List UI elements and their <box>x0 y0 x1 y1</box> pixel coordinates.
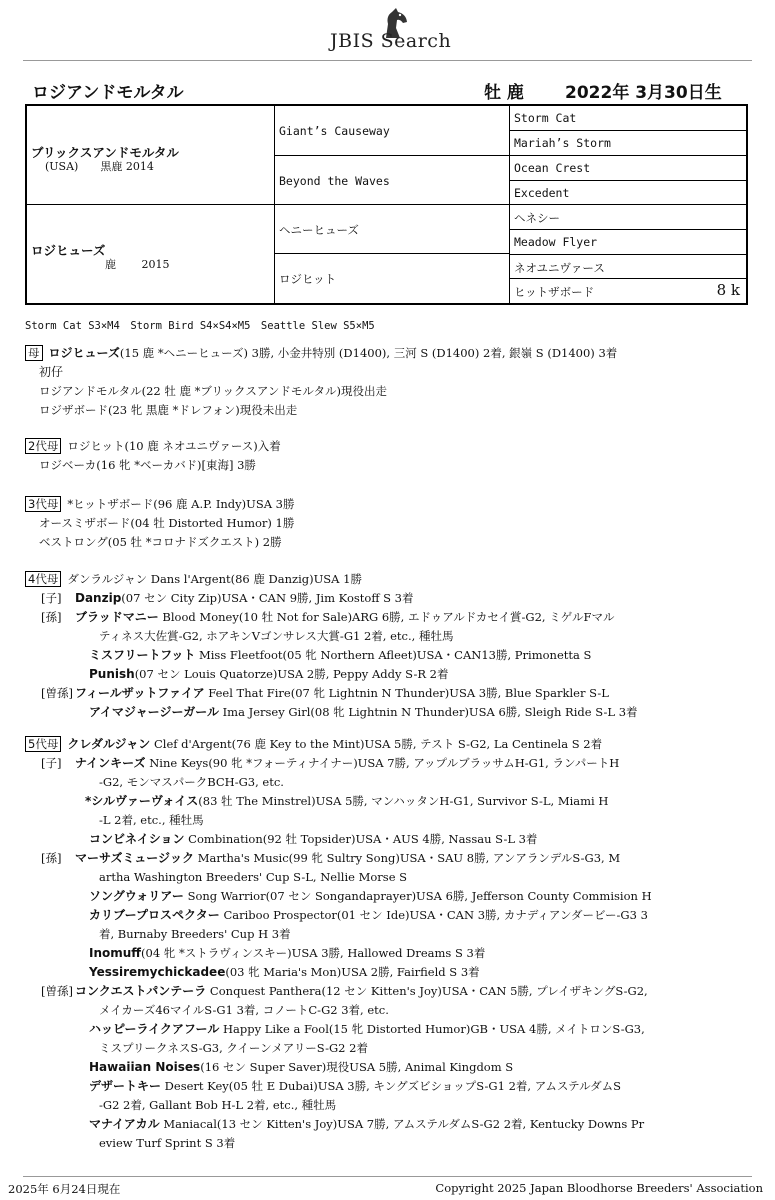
second-dam-line[interactable]: ロジヒット(10 鹿 ネオユニヴァース)入着 <box>67 439 281 453</box>
pedigree-g3-name[interactable]: ヘネシー <box>514 211 560 225</box>
pedigree-g2-name[interactable]: ヘニーヒューズ <box>279 223 359 237</box>
descendant-record: メイカーズ46マイルS-G1 3着, コノートC-G2 3着, etc. <box>99 1003 389 1017</box>
descendant-record: -G2, モンマスパークBCH-G3, etc. <box>99 775 284 789</box>
pedigree-g3-cell <box>510 181 746 205</box>
horse-name: ロジアンドモルタル <box>32 83 184 103</box>
pedigree-g3-name[interactable]: Excedent <box>514 186 570 200</box>
fifth-dam-record: Clef d'Argent(76 鹿 Key to the Mint)USA 5勝, テスト S-G2, La Centinela S 2着 <box>150 737 603 751</box>
section-label-box: 母 <box>25 345 43 361</box>
descendant-record: Nine Keys(90 牝 *フォーティナイナー)USA 7勝, アップルブラッサムH-G1, ランパートH <box>145 756 620 770</box>
dam-name-bold[interactable]: ロジヒューズ <box>48 346 120 360</box>
descendant-record: Martha's Music(99 牝 Sultry Song)USA・SAU 8勝, アンアランデルS-G3, M <box>194 851 621 865</box>
top-rule <box>23 60 752 61</box>
descendant-name[interactable]: Punish <box>89 667 135 681</box>
dam-section <box>25 344 755 420</box>
descendant-record: -G2 2着, Gallant Bob H-L 2着, etc., 種牡馬 <box>99 1098 337 1112</box>
horse-birth-date: 2022年 3月30日生 <box>565 83 722 103</box>
progeny-line[interactable]: オースミザボード(04 牡 Distorted Humor) 1勝 <box>39 516 295 530</box>
fifth-dam-name[interactable]: クレダルジャン <box>67 737 151 751</box>
descendant-record: Cariboo Prospector(01 セン Ide)USA・CAN 3勝, カナディアンダービー-G3 3 <box>219 908 648 922</box>
generation-tag: [曽孫] <box>41 686 73 700</box>
descendant-name[interactable]: ブラッドマニー <box>75 610 159 624</box>
pedigree-table <box>25 104 748 305</box>
dam-record: (15 鹿 *ヘニーヒューズ) 3勝, 小金井特別 (D1400), 三河 S (D1400) 2着, 銀嶺 S (D1400) 3着 <box>119 346 618 360</box>
dam-progeny-note: 初仔 <box>39 365 64 379</box>
section-label-box: 4代母 <box>25 571 61 587</box>
generation-tag: [曽孫] <box>41 984 73 998</box>
descendant-name[interactable]: フィールザットファイア <box>75 686 205 700</box>
descendant-record: Desert Key(05 牡 E Dubai)USA 3勝, キングズビショップS-G1 2着, アムステルダムS <box>161 1079 621 1093</box>
descendant-record: Miss Fleetfoot(05 牝 Northern Afleet)USA・CAN13勝, Primonetta S <box>195 648 592 662</box>
dam-name[interactable]: ロジヒューズ <box>31 243 106 258</box>
pedigree-g2-cell <box>275 205 510 254</box>
section-label-box: 5代母 <box>25 736 61 752</box>
horse-sex-color: 牡 鹿 <box>484 83 524 103</box>
progeny-line[interactable]: ベストロング(05 牡 *コロナドズクエスト) 2勝 <box>39 535 282 549</box>
descendant-name[interactable]: Hawaiian Noises <box>89 1060 201 1074</box>
pedigree-g3-cell <box>510 230 746 255</box>
descendant-record: -L 2着, etc., 種牡馬 <box>99 813 204 827</box>
descendant-name[interactable]: カリブープロスペクター <box>89 908 220 922</box>
fifth-dam-section <box>25 735 755 1153</box>
jbis-search-logo[interactable] <box>330 6 460 52</box>
pedigree-g2-cell <box>275 106 510 156</box>
descendant-name[interactable]: Inomuff <box>89 946 142 960</box>
descendant-record: (16 セン Super Saver)現役USA 5勝, Animal Kingdom S <box>200 1060 514 1074</box>
descendant-record: Song Warrior(07 セン Songandaprayer)USA 6勝, Jefferson County Commision H <box>183 889 652 903</box>
progeny-line[interactable]: ロジベーカ(16 牝 *ベーカバド)[東海] 3勝 <box>39 458 256 472</box>
pedigree-g2-name[interactable]: Beyond the Waves <box>279 174 390 188</box>
pedigree-g3-cell <box>510 279 746 303</box>
section-label-box: 2代母 <box>25 438 61 454</box>
footer-date: 2025年 6月24日現在 <box>8 1182 121 1196</box>
descendant-record: 着, Burnaby Breeders' Cup H 3着 <box>99 927 291 941</box>
third-dam-line[interactable]: *ヒットザボード(96 鹿 A.P. Indy)USA 3勝 <box>67 497 295 511</box>
section-label-box: 3代母 <box>25 496 61 512</box>
sire-name[interactable]: ブリックスアンドモルタル <box>31 145 179 160</box>
descendant-record: ミスプリークネスS-G3, クイーンメアリーS-G2 2着 <box>99 1041 368 1055</box>
descendant-record: (07 セン City Zip)USA・CAN 9勝, Jim Kostoff S 3着 <box>121 591 414 605</box>
generation-tag: [孫] <box>41 610 62 624</box>
pedigree-g3-cell <box>510 255 746 279</box>
second-dam-section <box>25 437 755 475</box>
descendant-name[interactable]: アイマジャージーガール <box>89 705 219 719</box>
descendant-record: Feel That Fire(07 牝 Lightnin N Thunder)USA 3勝, Blue Sparkler S-L <box>204 686 609 700</box>
pedigree-g3-name[interactable]: Meadow Flyer <box>514 235 598 249</box>
descendant-name[interactable]: マーサズミュージック <box>75 851 195 865</box>
descendant-name[interactable]: マナイアカル <box>89 1117 160 1131</box>
fourth-dam-section <box>25 570 755 722</box>
descendant-record: Blood Money(10 牡 Not for Sale)ARG 6勝, エドゥアルドカセイ賞-G2, ミゲルFマル <box>158 610 615 624</box>
descendant-name[interactable]: ミスフリートフット <box>89 648 196 662</box>
descendant-record: eview Turf Sprint S 3着 <box>99 1136 236 1150</box>
descendant-name[interactable]: コンクエストパンテーラ <box>75 984 207 998</box>
pedigree-g2-cell <box>275 254 510 303</box>
descendant-record: Happy Like a Fool(15 牝 Distorted Humor)GB・USA 4勝, メイトロンS-G3, <box>219 1022 645 1036</box>
pedigree-g3-name[interactable]: ネオユニヴァース <box>514 261 605 275</box>
descendant-record: Ima Jersey Girl(08 牝 Lightnin N Thunder)USA 6勝, Sleigh Ride S-L 3着 <box>218 705 638 719</box>
descendant-name[interactable]: ハッピーライクアフール <box>89 1022 220 1036</box>
generation-tag: [孫] <box>41 851 62 865</box>
descendant-record: Combination(92 牡 Topsider)USA・AUS 4勝, Nassau S-L 3着 <box>184 832 538 846</box>
pedigree-g3-name[interactable]: Ocean Crest <box>514 161 591 175</box>
descendant-name[interactable]: デザートキー <box>89 1079 162 1093</box>
pedigree-g3-cell <box>510 156 746 181</box>
pedigree-g3-cell <box>510 205 746 230</box>
sire-info: (USA) 黒鹿 2014 <box>45 160 154 173</box>
descendant-record: Conquest Panthera(12 セン Kitten's Joy)USA・CAN 5勝, プレイザキングS-G2, <box>206 984 648 998</box>
descendant-record: (83 牡 The Minstrel)USA 5勝, マンハッタンH-G1, Survivor S-L, Miami H <box>198 794 609 808</box>
generation-tag: [子] <box>41 756 62 770</box>
pedigree-g2-name[interactable]: Giant’s Causeway <box>279 124 390 138</box>
logo-text: JBIS Search <box>330 30 452 52</box>
descendant-name[interactable]: Yessiremychickadee <box>89 965 226 979</box>
fourth-dam-line[interactable]: ダンラルジャン Dans l'Argent(86 鹿 Danzig)USA 1勝 <box>67 572 362 586</box>
generation-tag: [子] <box>41 591 62 605</box>
footer-copyright: Copyright 2025 Japan Bloodhorse Breeders' Association <box>435 1181 763 1195</box>
descendant-name[interactable]: ナインキーズ <box>75 756 146 770</box>
pedigree-g3-name[interactable]: Mariah’s Storm <box>514 136 611 150</box>
descendant-name[interactable]: ソングウォリアー <box>89 889 184 903</box>
descendant-record: (04 牝 *ストラヴィンスキー)USA 3勝, Hallowed Dreams S 3着 <box>141 946 486 960</box>
descendant-name[interactable]: コンビネイション <box>89 832 185 846</box>
dam-info: 鹿 2015 <box>105 258 170 271</box>
descendant-record: artha Washington Breeders' Cup S-L, Nellie Morse S <box>99 870 408 884</box>
descendant-record: ティネス大佐賞-G2, ホアキンVゴンサレス大賞-G1 2着, etc., 種牡馬 <box>99 629 454 643</box>
progeny-line[interactable]: ロジザボード(23 牝 黒鹿 *ドレフォン)現役未出走 <box>39 403 298 417</box>
pedigree-dam-cell <box>27 205 275 303</box>
pedigree-g2-name[interactable]: ロジヒット <box>279 272 337 286</box>
descendant-name[interactable]: Danzip <box>75 591 122 605</box>
horse-header <box>32 78 752 102</box>
descendant-record: (07 セン Louis Quatorze)USA 2勝, Peppy Addy S-R 2着 <box>134 667 449 681</box>
pedigree-g3-cell <box>510 131 746 156</box>
family-number: 8 k <box>716 281 740 299</box>
third-dam-section <box>25 495 755 552</box>
pedigree-sire-cell <box>27 106 275 205</box>
bottom-rule <box>23 1176 752 1177</box>
pedigree-g3-name[interactable]: Storm Cat <box>514 111 577 125</box>
pedigree-g3-cell <box>510 106 746 131</box>
pedigree-g2-cell <box>275 156 510 205</box>
progeny-line[interactable]: ロジアンドモルタル(22 牡 鹿 *ブリックスアンドモルタル)現役出走 <box>39 384 387 398</box>
descendant-record: (03 牝 Maria's Mon)USA 2勝, Fairfield S 3着 <box>225 965 480 979</box>
descendant-record: Maniacal(13 セン Kitten's Joy)USA 7勝, アムステルダムS-G2 2着, Kentucky Downs Pr <box>159 1117 645 1131</box>
pedigree-g3-name[interactable]: ヒットザボード <box>514 285 595 299</box>
descendant-name[interactable]: *シルヴァーヴォイス <box>85 794 199 808</box>
inbreeding-line: Storm Cat S3×M4 Storm Bird S4×S4×M5 Seattle Slew S5×M5 <box>25 320 375 332</box>
